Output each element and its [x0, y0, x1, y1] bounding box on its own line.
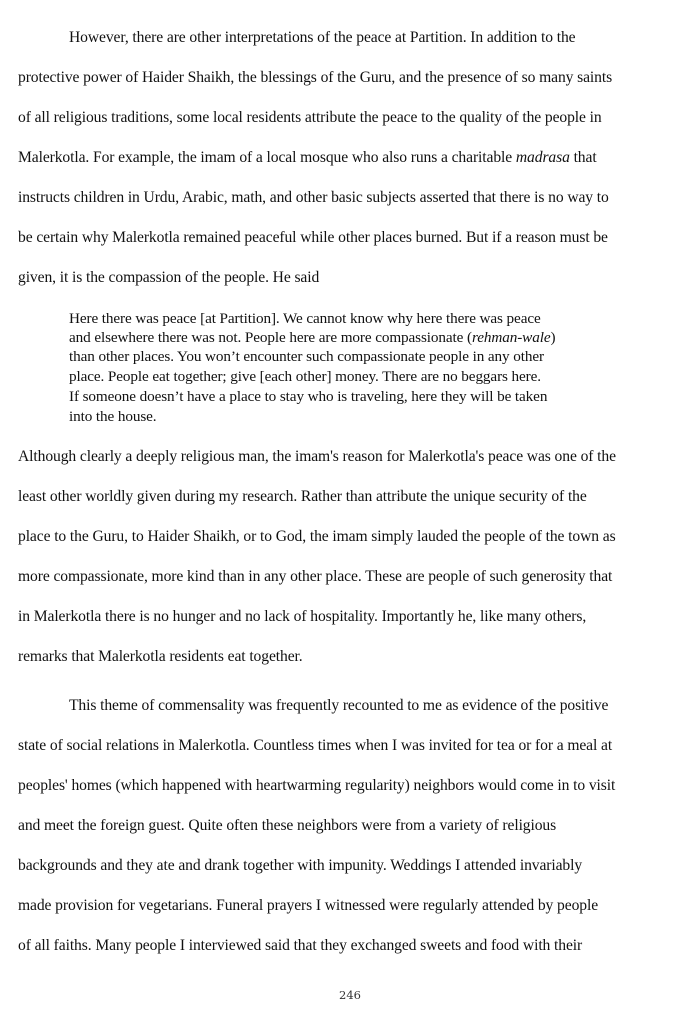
text-line: least other worldly given during my research. Rather than attribute the unique security of the [18, 488, 587, 505]
quote-line: If someone doesn’t have a place to stay who is traveling, here they will be taken [69, 388, 548, 405]
text-line: This theme of commensality was frequently recounted to me as evidence of the positive [69, 697, 609, 714]
text-line: in Malerkotla there is no hunger and no lack of hospitality. Importantly he, like many others, [18, 608, 587, 625]
quote-line: Here there was peace [at Partition]. We cannot know why here there was peace [69, 310, 541, 327]
text-line: state of social relations in Malerkotla. Countless times when I was invited for tea or for a meal at [18, 737, 613, 754]
text-line: instructs children in Urdu, Arabic, math, and other basic subjects asserted that there is no way to [18, 189, 609, 206]
italic-term-madrasa: madrasa [515, 149, 570, 166]
italic-term-rehman-wale: rehman-wale [471, 329, 551, 346]
text-segment: that [569, 149, 597, 166]
text-line: be certain why Malerkotla remained peaceful while other places burned. But if a reason must be [18, 229, 608, 246]
text-line: backgrounds and they ate and drank together with impunity. Weddings I attended invariably [18, 857, 583, 874]
text-line: more compassionate, more kind than in any other place. These are people of such generosity that [18, 568, 613, 585]
text-line [18, 148, 597, 168]
text-segment: Malerkotla. For example, the imam of a local mosque who also runs a charitable [18, 149, 516, 166]
page-number: 246 [339, 988, 361, 1002]
quote-line: into the house. [69, 408, 157, 425]
text-segment: and elsewhere there was not. People here are more compassionate ( [69, 329, 472, 346]
text-line: Although clearly a deeply religious man, the imam's reason for Malerkotla's peace was one of the [18, 448, 616, 465]
text-line: made provision for vegetarians. Funeral prayers I witnessed were regularly attended by people [18, 897, 599, 914]
text-line: peoples' homes (which happened with heartwarming regularity) neighbors would come in to visit [18, 777, 616, 794]
text-line: However, there are other interpretations of the peace at Partition. In addition to the [69, 29, 576, 46]
text-line: place to the Guru, to Haider Shaikh, or to God, the imam simply lauded the people of the town as [18, 528, 616, 545]
text-line: of all faiths. Many people I interviewed said that they exchanged sweets and food with their [18, 937, 583, 954]
text-line: remarks that Malerkotla residents eat together. [18, 648, 303, 665]
quote-line [69, 328, 555, 348]
text-line: of all religious traditions, some local residents attribute the peace to the quality of the people in [18, 109, 602, 126]
quote-line: place. People eat together; give [each other] money. There are no beggars here. [69, 368, 541, 385]
text-line: protective power of Haider Shaikh, the blessings of the Guru, and the presence of so many saints [18, 69, 613, 86]
quote-line: than other places. You won’t encounter such compassionate people in any other [69, 348, 544, 365]
text-line: given, it is the compassion of the people. He said [18, 269, 320, 286]
text-line: and meet the foreign guest. Quite often these neighbors were from a variety of religious [18, 817, 557, 834]
text-segment: ) [550, 329, 556, 346]
